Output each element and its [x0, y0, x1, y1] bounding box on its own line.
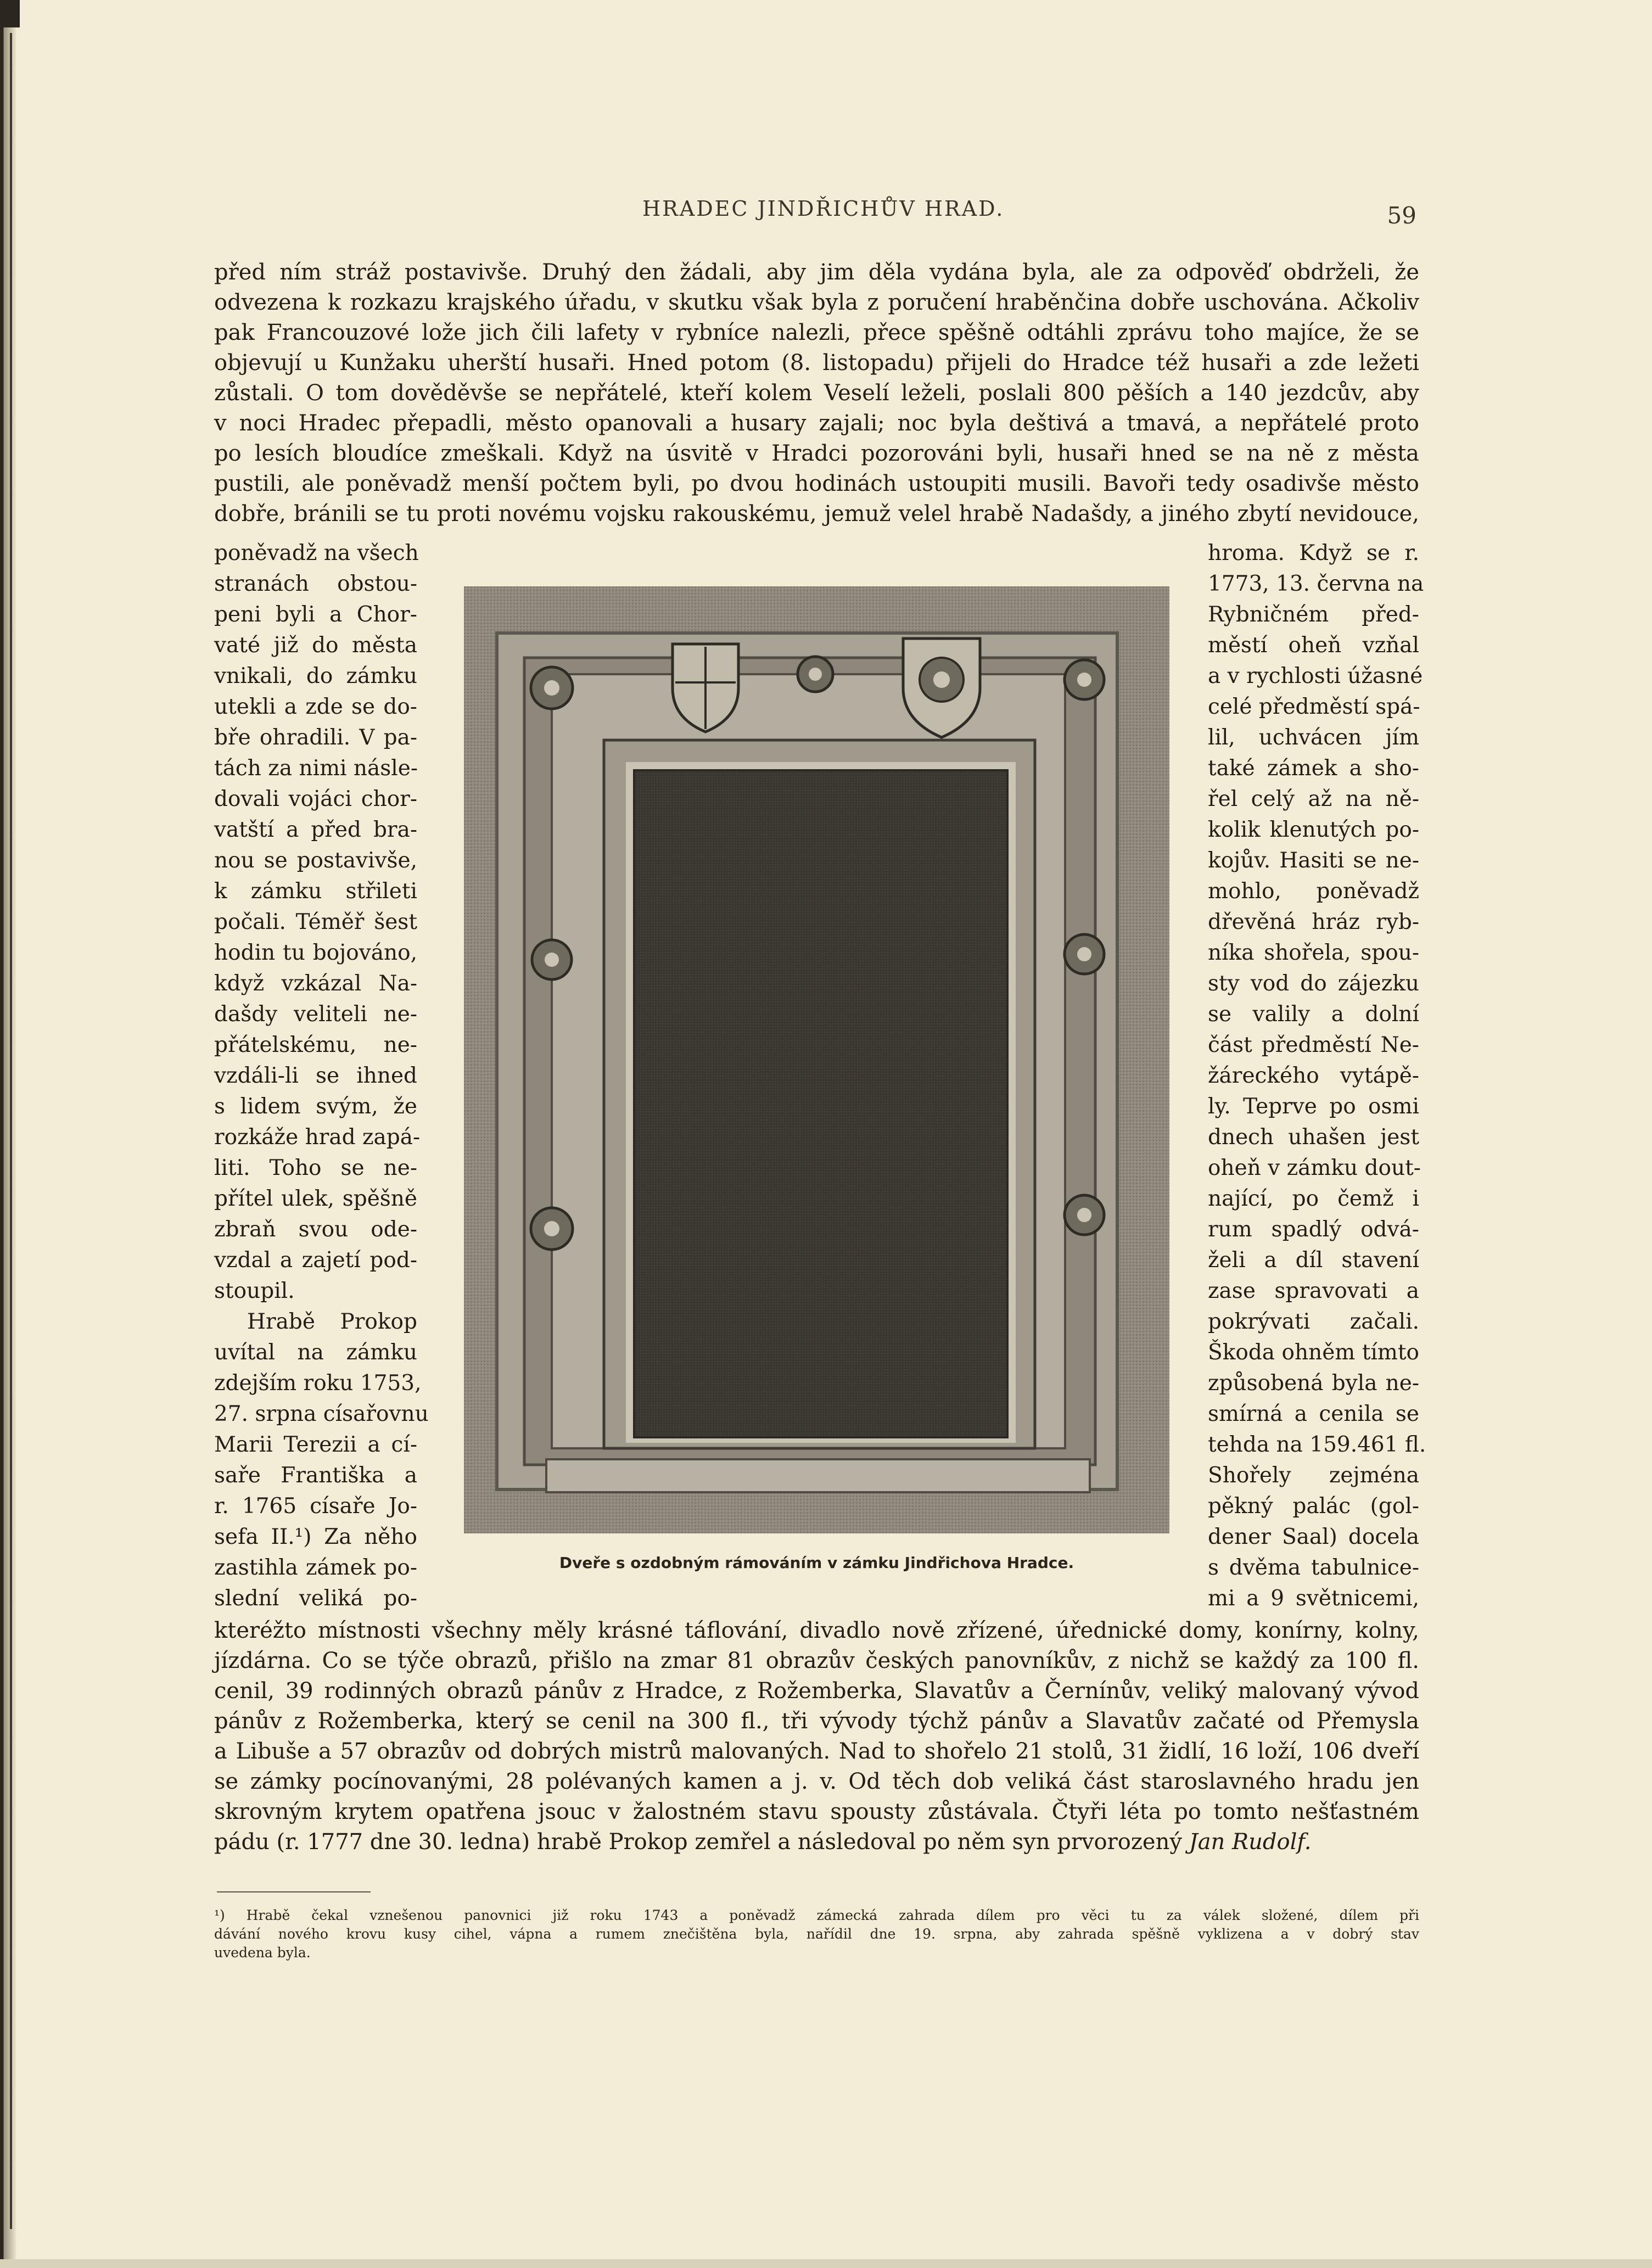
column-line: Rybničném před-: [1208, 602, 1419, 627]
column-line: 27. srpna císařovnu: [214, 1402, 429, 1426]
column-line: se valily a dolní: [1208, 1002, 1419, 1027]
page-number: 59: [1387, 202, 1416, 229]
text-line: se zámky pocínovanými, 28 polévaných kamen a j. v. Od těch dob veliká část staroslavného hradu jen: [214, 1769, 1419, 1794]
column-line: přítel ulek, spěšně: [214, 1186, 417, 1211]
binding-mark: [0, 0, 20, 27]
binding-shadow: [0, 0, 16, 2268]
column-line: část předměstí Ne-: [1208, 1033, 1419, 1057]
column-line: městí oheň vzňal: [1208, 633, 1419, 658]
column-line: ly. Teprve po osmi: [1208, 1094, 1419, 1119]
text-line: odvezena k rozkazu krajského úřadu, v skutku však byla z poručení hraběnčina dobře uschována. Ačkoliv: [214, 290, 1419, 315]
text-line: a Libuše a 57 obrazův od dobrých mistrů malovaných. Nad to shořelo 21 stolů, 31 židlí, 16 loží, 106 dveří: [214, 1739, 1419, 1764]
column-line: zase spravovati a: [1208, 1279, 1419, 1303]
footnote-line: uvedena byla.: [214, 1945, 311, 1961]
text-line: pak Francouzové lože jich čili lafety v rybníce nalezli, přece spěšně odtáhli zprávu toho majíce, že se: [214, 320, 1419, 345]
footnote: [214, 1906, 1419, 1962]
text-line: kteréžto místnosti všechny měly krásné táflování, divadlo nově zřízené, úřednické domy, konírny, kolny,: [214, 1618, 1419, 1643]
text-line: zůstali. O tom dověděvše se nepřátelé, kteří kolem Veselí leželi, poslali 800 pěších a 140 jezdcův, aby: [214, 380, 1419, 406]
column-line: dnech uhašen jest: [1208, 1125, 1419, 1150]
column-line: k zámku střileti: [214, 879, 417, 904]
column-line: pokrývati začali.: [1208, 1309, 1419, 1334]
column-line: dašdy veliteli ne-: [214, 1002, 417, 1027]
column-line: dřevěná hráz ryb-: [1208, 910, 1419, 934]
text-line: dobře, bránili se tu proti novému vojsku rakouskému, jemuž velel hrabě Nadašdy, a jiného zbytí nevidouce,: [214, 501, 1419, 527]
column-line: dovali vojáci chor-: [214, 787, 417, 811]
column-line: přátelskému, ne-: [214, 1033, 417, 1057]
column-line: Hrabě Prokop: [247, 1309, 417, 1334]
column-line: níka shořela, spou-: [1208, 940, 1419, 965]
column-line: liti. Toho se ne-: [214, 1156, 417, 1180]
column-line: oheň v zámku dout-: [1208, 1156, 1421, 1180]
column-line: slední veliká po-: [214, 1586, 417, 1611]
column-line: Škoda ohněm tímto: [1208, 1340, 1419, 1365]
text-line: pustili, ale poněvadž menší počtem byli, po dvou hodinách ustoupiti musili. Bavoři tedy osadivše město: [214, 471, 1419, 496]
column-line: nou se postavivše,: [214, 848, 417, 873]
page-header: [220, 191, 1416, 229]
column-line: želi a díl stavení: [1208, 1248, 1419, 1273]
column-line: smírná a cenila se: [1208, 1402, 1419, 1426]
column-line: zastihla zámek po-: [214, 1555, 417, 1580]
text-line: jízdárna. Co se týče obrazů, přišlo na zmar 81 obrazův českých panovníkův, z nichž se každý za 100 fl.: [214, 1648, 1419, 1673]
column-line: bře ohradili. V pa-: [214, 725, 417, 750]
column-line: Marii Terezii a cí-: [214, 1432, 417, 1457]
column-line: utekli a zde se do-: [214, 695, 417, 719]
column-line: r. 1765 císaře Jo-: [214, 1494, 417, 1519]
column-line: lil, uchvácen jím: [1208, 725, 1419, 750]
text-line: skrovným krytem opatřena jsouc v žalostném stavu spousty zůstávala. Čtyři léta po tomto nešťastném: [214, 1799, 1419, 1824]
gutter-line: [10, 33, 12, 2229]
footnote-divider: [217, 1891, 371, 1892]
column-line: stranách obstou-: [214, 572, 417, 596]
text-line: v noci Hradec přepadli, město opanovali a husary zajali; noc byla deštivá a tmavá, a nepřátelé proto: [214, 411, 1419, 436]
column-line: sty vod do zájezku: [1208, 971, 1419, 996]
door-frame-illustration: [464, 586, 1169, 1533]
text-line: před ním stráž postavivše. Druhý den žádali, aby jim děla vydána byla, ale za odpověď obdrželi, že: [214, 260, 1419, 285]
footnote-line: ¹) Hrabě čekal vznešenou panovnici již roku 1743 a poněvadž zámecká zahrada dílem pro věci tu za válek složené, dílem při: [214, 1907, 1419, 1923]
figure-caption: Dveře s ozdobným rámováním v zámku Jindřichova Hradce.: [559, 1554, 1074, 1572]
column-line: nající, po čemž i: [1208, 1186, 1419, 1211]
column-line: stoupil.: [214, 1279, 295, 1303]
column-line: uvítal na zámku: [214, 1340, 417, 1365]
column-line: hodin tu bojováno,: [214, 940, 417, 965]
column-line: a v rychlosti úžasné: [1208, 664, 1423, 688]
column-line: vzdal a zajetí pod-: [214, 1248, 417, 1273]
column-line: Shořely zejména: [1208, 1463, 1419, 1488]
column-line: peni byli a Chor-: [214, 602, 417, 627]
column-line: s dvěma tabulnice-: [1208, 1555, 1419, 1580]
text-line: po lesích bloudíce zmeškali. Když na úsvitě v Hradci pozorováni byli, husaři hned se na ně z města: [214, 441, 1419, 466]
text-line: cenil, 39 rodinných obrazů pánův z Hradce, z Rožemberka, Slavatův a Černínův, veliký malovaný vývod: [214, 1678, 1419, 1704]
column-line: zbraň svou ode-: [214, 1217, 417, 1242]
column-line: řel celý až na ně-: [1208, 787, 1419, 811]
column-line: také zámek a sho-: [1208, 756, 1419, 781]
column-line: pěkný palác (gol-: [1208, 1494, 1419, 1519]
rosette-icon: [798, 657, 833, 692]
column-line: saře Františka a: [214, 1463, 417, 1488]
column-line: rum spadlý odvá-: [1208, 1217, 1419, 1242]
column-line: počali. Téměř šest: [214, 910, 417, 934]
column-line: sefa II.¹) Za něho: [214, 1525, 417, 1549]
left-column: [214, 538, 429, 1614]
column-line: když vzkázal Na-: [214, 971, 417, 996]
column-line: žáreckého vytápě-: [1208, 1063, 1419, 1088]
column-line: s lidem svým, že: [214, 1094, 417, 1119]
column-line: hroma. Když se r.: [1208, 541, 1419, 565]
column-line: kolik klenutých po-: [1208, 817, 1419, 842]
column-line: kojův. Hasiti se ne-: [1208, 848, 1419, 873]
page-edge: [0, 2259, 1652, 2268]
column-line: vzdáli-li se ihned: [214, 1063, 417, 1088]
rosette-icon: [1065, 1195, 1104, 1235]
rosette-icon: [531, 1208, 573, 1250]
footnote-line: dávání nového krovu kusy cihel, vápna a rumem znečištěna byla, nařídil dne 19. srpna, aby zahrada spěšně vyklizena a v dobrý stav: [214, 1926, 1419, 1942]
right-column: [1208, 538, 1426, 1614]
threshold: [546, 1459, 1090, 1492]
column-line: vatští a před bra-: [214, 817, 417, 842]
running-title: HRADEC JINDŘICHŮV HRAD.: [642, 197, 1005, 221]
column-line: rozkáže hrad zapá-: [214, 1125, 421, 1150]
column-line: dener Saal) docela: [1208, 1525, 1419, 1549]
column-line: vnikali, do zámku: [214, 664, 417, 688]
text-line: objevují u Kunžaku uherští husaři. Hned potom (8. listopadu) přijeli do Hradce též husaři a zde ležeti: [214, 350, 1419, 376]
last-line-text: pádu (r. 1777 dne 30. ledna) hrabě Prokop zemřel a následoval po něm syn prvorozený: [214, 1829, 1182, 1855]
text-line: [214, 1828, 1419, 1856]
rosette-icon: [531, 667, 573, 709]
column-line: poněvadž na všech: [214, 541, 419, 565]
column-line: vaté již do města: [214, 633, 417, 658]
heir-name: Jan Rudolf.: [1189, 1829, 1312, 1855]
column-line: způsobená byla ne-: [1208, 1371, 1419, 1396]
text-line: pánův z Rožemberka, který se cenil na 300 fl., tři vývody týchž pánův a Slavatův začaté od Přemysla: [214, 1709, 1419, 1734]
column-line: mohlo, poněvadž: [1208, 879, 1419, 904]
column-line: celé předměstí spá-: [1208, 695, 1420, 719]
door-panel: [634, 770, 1007, 1437]
column-line: zdejším roku 1753,: [214, 1371, 422, 1396]
column-line: 1773, 13. června na: [1208, 572, 1424, 596]
column-line: tehda na 159.461 fl.: [1208, 1432, 1426, 1457]
rosette-icon: [1065, 934, 1104, 974]
rosette-icon: [532, 940, 572, 979]
column-line: mi a 9 světnicemi,: [1208, 1586, 1419, 1611]
rosette-icon: [1065, 660, 1104, 699]
column-line: tách za nimi násle-: [214, 756, 418, 781]
